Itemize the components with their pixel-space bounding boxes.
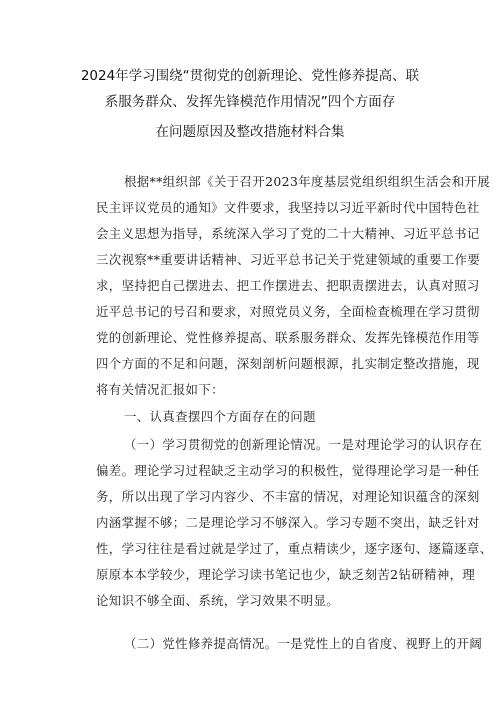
section-heading: 一、认真查摆四个方面存在的问题 <box>124 409 316 424</box>
subsection-1-line: 务，所以出现了学习内容少、不丰富的情况，对理论知识蕴含的深刻 <box>96 489 480 504</box>
document-title-line-2: 系服务群众、发挥先锋模范作用情况”四个方面存 <box>104 94 396 110</box>
intro-paragraph-line: 求，坚持把自己摆进去、把工作摆进去、把职责摆进去，认真对照习 <box>96 278 480 293</box>
subsection-1-line: 性，学习往往是看过就是学过了，重点精读少，逐字逐句、逐篇逐章、 <box>96 541 493 556</box>
document-title-line-1: 2024年学习围绕“贯彻党的创新理论、党性修养提高、联 <box>80 68 420 84</box>
intro-paragraph-line: 民主评议党员的通知》文件要求，我坚持以习近平新时代中国特色社 <box>96 200 480 215</box>
subsection-1-line: 论知识不够全面、系统，学习效果不明显。 <box>96 593 340 608</box>
intro-paragraph-line: 党的创新理论、党性修养提高、联系服务群众、发挥先锋模范作用等 <box>96 330 480 345</box>
intro-paragraph-line: 四个方面的不足和问题，深刻剖析问题根源，扎实制定整改措施，现 <box>96 356 480 371</box>
intro-paragraph-line: 会主义思想为指导，系统深入学习了党的二十大精神、习近平总书记 <box>96 226 480 241</box>
subsection-1-line: 内涵掌握不够；二是理论学习不够深入。学习专题不突出，缺乏针对 <box>96 515 480 530</box>
intro-paragraph-line: 根据**组织部《关于召开2023年度基层党组织组织生活会和开展 <box>124 174 491 189</box>
document-title-line-3: 在问题原因及整改措施材料合集 <box>155 124 345 140</box>
subsection-1-line: 偏差。理论学习过程缺乏主动学习的积极性，觉得理论学习是一种任 <box>96 463 480 478</box>
intro-paragraph-line: 近平总书记的号召和要求，对照党员义务，全面检查梳理在学习贯彻 <box>96 304 480 319</box>
intro-paragraph-line: 三次视察**重要讲话精神、习近平总书记关于党建领域的重要工作要 <box>96 252 481 267</box>
intro-paragraph-line: 将有关情况汇报如下： <box>96 382 224 397</box>
subsection-1-line: （一）学习贯彻党的创新理论情况。一是对理论学习的认识存在 <box>124 437 483 452</box>
subsection-1-line: 原原本本学较少，理论学习读书笔记也少，缺乏刻苦2钻研精神，理 <box>96 567 476 582</box>
subsection-2-line: （二）党性修养提高情况。一是党性上的自省度、视野上的开阔 <box>124 636 483 651</box>
